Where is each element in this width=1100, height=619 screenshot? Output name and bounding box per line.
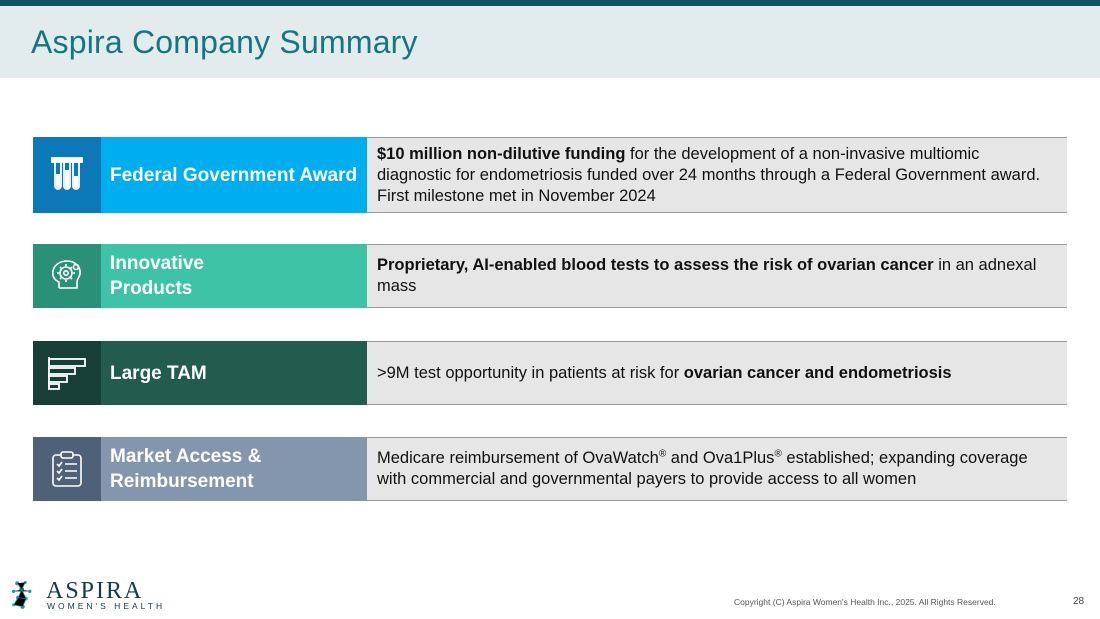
registered-mark: ® bbox=[774, 448, 782, 460]
desc-bold: Proprietary, AI-enabled blood tests to assess the risk of ovarian cancer bbox=[377, 256, 934, 274]
aspira-logo-icon bbox=[10, 578, 46, 612]
row-description bbox=[367, 137, 1067, 213]
slide-title: Aspira Company Summary bbox=[31, 24, 418, 60]
registered-mark: ® bbox=[658, 448, 667, 460]
row-description bbox=[367, 437, 1067, 501]
page-number: 28 bbox=[1073, 596, 1085, 607]
row-label bbox=[101, 137, 400, 213]
summary-row-large-tam bbox=[33, 341, 1067, 405]
row-label-text: Market Access & Reimbursement bbox=[110, 446, 262, 492]
copyright-notice: Copyright (C) Aspira Women's Health Inc., 2025. All Rights Reserved. bbox=[734, 597, 996, 607]
desc-text: Medicare reimbursement of OvaWatch bbox=[377, 449, 659, 467]
brain-gear-icon bbox=[49, 258, 85, 294]
logo-wordmark: ASPIRA bbox=[46, 578, 144, 604]
desc-text: for the development of a non-invasive multiomic diagnostic for endometriosis funded over 24 months through a Federal Government award. First milestone met in November 2024 bbox=[377, 144, 1041, 205]
row-label-text: Innovative Products bbox=[110, 253, 204, 299]
title-band bbox=[0, 6, 1100, 78]
desc-bold: ovarian cancer and endometriosis bbox=[683, 363, 952, 382]
summary-row-federal-award bbox=[33, 137, 1067, 213]
row-description bbox=[367, 341, 1067, 405]
summary-row-innovative-products bbox=[33, 244, 1067, 308]
desc-text: and Ova1Plus bbox=[666, 449, 775, 467]
row-label bbox=[101, 437, 400, 501]
logo-subtitle: WOMEN'S HEALTH bbox=[47, 601, 166, 611]
row-icon-box bbox=[33, 437, 101, 501]
desc-bold: $10 million non-dilutive funding bbox=[377, 144, 626, 163]
row-icon-box bbox=[33, 137, 101, 213]
row-icon-box bbox=[33, 244, 101, 308]
desc-text: established; expanding coverage with commercial and governmental payers to provide access to all women bbox=[377, 449, 1028, 488]
summary-row-market-access bbox=[33, 437, 1067, 501]
row-icon-box bbox=[33, 341, 101, 405]
row-label-text: Large TAM bbox=[110, 362, 207, 384]
clipboard-checklist-icon bbox=[51, 450, 83, 488]
row-label bbox=[101, 341, 400, 405]
test-tubes-icon bbox=[51, 156, 83, 194]
bar-chart-icon bbox=[47, 355, 87, 391]
row-description bbox=[367, 244, 1067, 308]
desc-text: in an adnexal mass bbox=[377, 256, 1037, 295]
row-label bbox=[101, 244, 400, 308]
row-label-text: Federal Government Award bbox=[110, 164, 358, 186]
desc-text: >9M test opportunity in patients at risk for bbox=[377, 363, 684, 382]
